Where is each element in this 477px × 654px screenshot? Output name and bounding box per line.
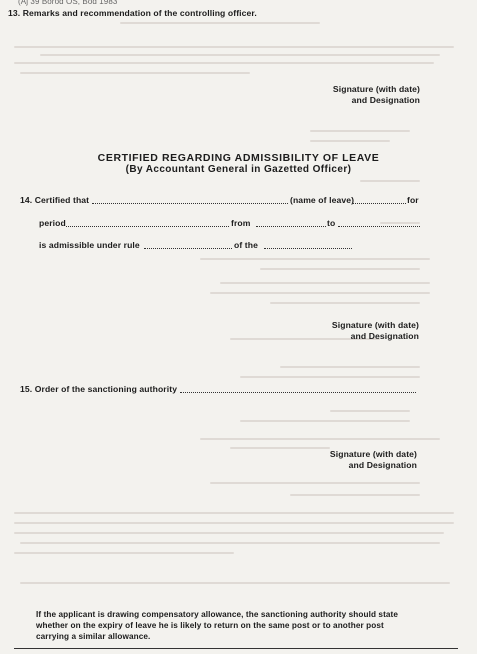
note-line-3: carrying a similar allowance. (36, 632, 151, 641)
item-15-label: 15. Order of the sanctioning authority (20, 384, 178, 394)
note-line-2: whether on the expiry of leave he is likely to return on the same post or to another post (36, 621, 384, 630)
designation-label-2: and Designation (350, 331, 419, 341)
admissible-label: is admissible under rule (39, 240, 140, 250)
certified-name-field[interactable] (92, 203, 288, 204)
signature-label-2: Signature (with date) (331, 320, 419, 330)
period-field[interactable] (66, 226, 229, 227)
designation-label-1: and Designation (351, 95, 420, 105)
to-date-field[interactable] (338, 226, 420, 227)
designation-label-3: and Designation (348, 460, 417, 470)
from-label: from (231, 218, 251, 228)
note-line-1: If the applicant is drawing compensatory allowance, the sanctioning authority should state (36, 610, 399, 619)
from-date-field[interactable] (256, 226, 326, 227)
for-label: for (407, 195, 419, 205)
item-13-label: 13. Remarks and recommendation of the controlling officer. (8, 8, 257, 18)
period-label: period (39, 218, 66, 228)
bottom-divider (14, 648, 458, 649)
certified-that-label: 14. Certified that (20, 195, 90, 205)
signature-label-3: Signature (with date) (329, 449, 417, 459)
of-the-label: of the (234, 240, 258, 250)
to-label: to (327, 218, 336, 228)
certification-subtitle: (By Accountant General in Gazetted Officer) (125, 164, 352, 175)
rule-source-field[interactable] (264, 248, 352, 249)
sanction-order-field[interactable] (180, 392, 416, 393)
leave-name-field[interactable] (352, 203, 406, 204)
rule-field[interactable] (144, 248, 232, 249)
header-fragment: (Aj 39 Borod OS, Bod 1983 (18, 0, 118, 6)
name-of-leave-label: (name of leave) (290, 195, 355, 205)
signature-label-1: Signature (with date) (332, 84, 420, 94)
certification-title: CERTIFIED REGARDING ADMISSIBILITY OF LEAVE (97, 152, 380, 164)
